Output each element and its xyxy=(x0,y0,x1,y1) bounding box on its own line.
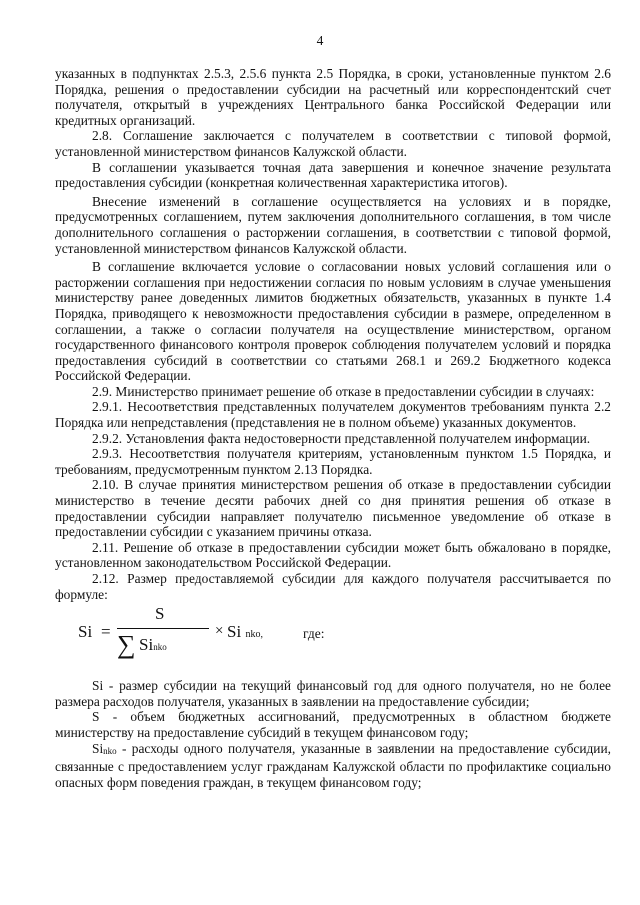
paragraph-2-9: 2.9. Министерство принимает решение об отказе в предоставлении субсидии в случаях: xyxy=(92,383,595,399)
definition-term-subscript: nko xyxy=(103,745,117,756)
denominator-term: Si xyxy=(139,635,154,655)
times-symbol: × xyxy=(215,623,224,640)
factor-term: Si xyxy=(227,622,242,642)
definition-text: - расходы одного получателя, указанные в заявлении на предоставление субсидии, связанные с предоставлением услуг гражданам Калужской области по профилактике социально опасных форм поведения граждан, в текущем финансовом году; xyxy=(55,740,611,790)
paragraph-2-10: 2.10. В случае принятия министерством решения об отказе в предоставлении субсидии министерство в течение десяти рабочих дней со дня принятия решения об отказе в предоставлении субсидии направляет получателю письменное уведомление об отказе в предоставлении субсидии с указанием причины отказа. xyxy=(55,477,611,540)
paragraph-new-conditions: В соглашение включается условие о согласовании новых условий соглашения или о расторжении соглашения при недостижении согласия по новым условиям в случае уменьшения министерству ранее доведенных лимитов бюджетных обязательств, указанных в пункте 1.4 Порядка, приводящего к невозможности предоставления субсидии в размере, определенном в соглашении, а также о согласии получателя на осуществление министерством, органом государственного финансового контроля проверок соблюдения получателем условий и порядка предоставления субсидий в соответствии со статьями 268.1 и 269.2 Бюджетного кодекса Российской Федерации. xyxy=(55,259,611,384)
paragraph-2-12: 2.12. Размер предоставляемой субсидии для каждого получателя рассчитывается по формуле: xyxy=(55,571,611,602)
sum-symbol: ∑ xyxy=(117,630,136,660)
factor-subscript: nko, xyxy=(245,629,263,641)
page-number: 4 xyxy=(316,33,324,48)
paragraph-2-9-1: 2.9.1. Несоответствия представленных получателем документов требованиям пункта 2.2 Порядка или непредставления (представления не в полном объеме) указанных документов. xyxy=(55,399,611,431)
paragraph-continuation: указанных в подпунктах 2.5.3, 2.5.6 пункта 2.5 Порядка, в сроки, установленные пунктом 2.6 Порядка, решения о предоставлении субсидии на расчетный или корреспондентский счет получателя, открытый в учреждениях Центрального банка Российской Федерации или кредитных организаций. xyxy=(55,66,611,128)
definition-term: S xyxy=(92,709,100,725)
definition-term: Si xyxy=(92,740,104,756)
paragraph-2-9-2: 2.9.2. Установления факта недостоверности представленной получателем информации. xyxy=(92,430,591,446)
definition-si xyxy=(55,678,611,709)
paragraph-2-11: 2.11. Решение об отказе в предоставлении субсидии может быть обжаловано в порядке, установленном законодательством Российской Федерации. xyxy=(55,539,611,571)
formula-factor xyxy=(227,624,263,643)
definition-s xyxy=(55,709,611,740)
subsidy-formula xyxy=(55,606,611,672)
formula-lhs: Si xyxy=(78,622,93,642)
paragraph-2-9-3: 2.9.3. Несоответствия получателя критериям, установленным пунктом 1.5 Порядка, и требованиям, предусмотренным пунктом 2.13 Порядка. xyxy=(55,446,611,477)
fraction-bar xyxy=(117,628,209,629)
definition-text: - объем бюджетных ассигнований, предусмотренных в областном бюджете министерству на предоставление субсидий в текущем финансовом году; xyxy=(55,709,611,740)
paragraph-2-8: 2.8. Соглашение заключается с получателем в соответствии с типовой формой, установленной министерством финансов Калужской области. xyxy=(55,128,611,159)
definition-text: - размер субсидии на текущий финансовый год для одного получателя, но не более размера расходов получателя, указанных в заявлении на предоставление субсидии; xyxy=(55,678,611,709)
document-body xyxy=(55,66,611,790)
formula-where: где: xyxy=(303,626,325,642)
paragraph-agreement-date: В соглашении указывается точная дата завершения и конечное значение результата предоставления субсидии (конкретная количественная характеристика итогов). xyxy=(55,159,611,191)
definition-term: Si xyxy=(92,678,104,694)
formula-numerator: S xyxy=(155,604,165,624)
denominator-subscript: nko xyxy=(153,642,167,653)
formula-denominator xyxy=(139,637,167,656)
paragraph-amendments: Внесение изменений в соглашение осуществляется на условиях и в порядке, предусмотренных соглашением, путем заключения дополнительного соглашения, в том числе дополнительного соглашения о расторжении соглашения, в соответствии с типовой формой, установленной министерством финансов Калужской области. xyxy=(55,193,611,256)
formula-fraction xyxy=(115,606,211,668)
definition-si-nko xyxy=(55,741,611,791)
formula-equals: = xyxy=(101,622,111,642)
